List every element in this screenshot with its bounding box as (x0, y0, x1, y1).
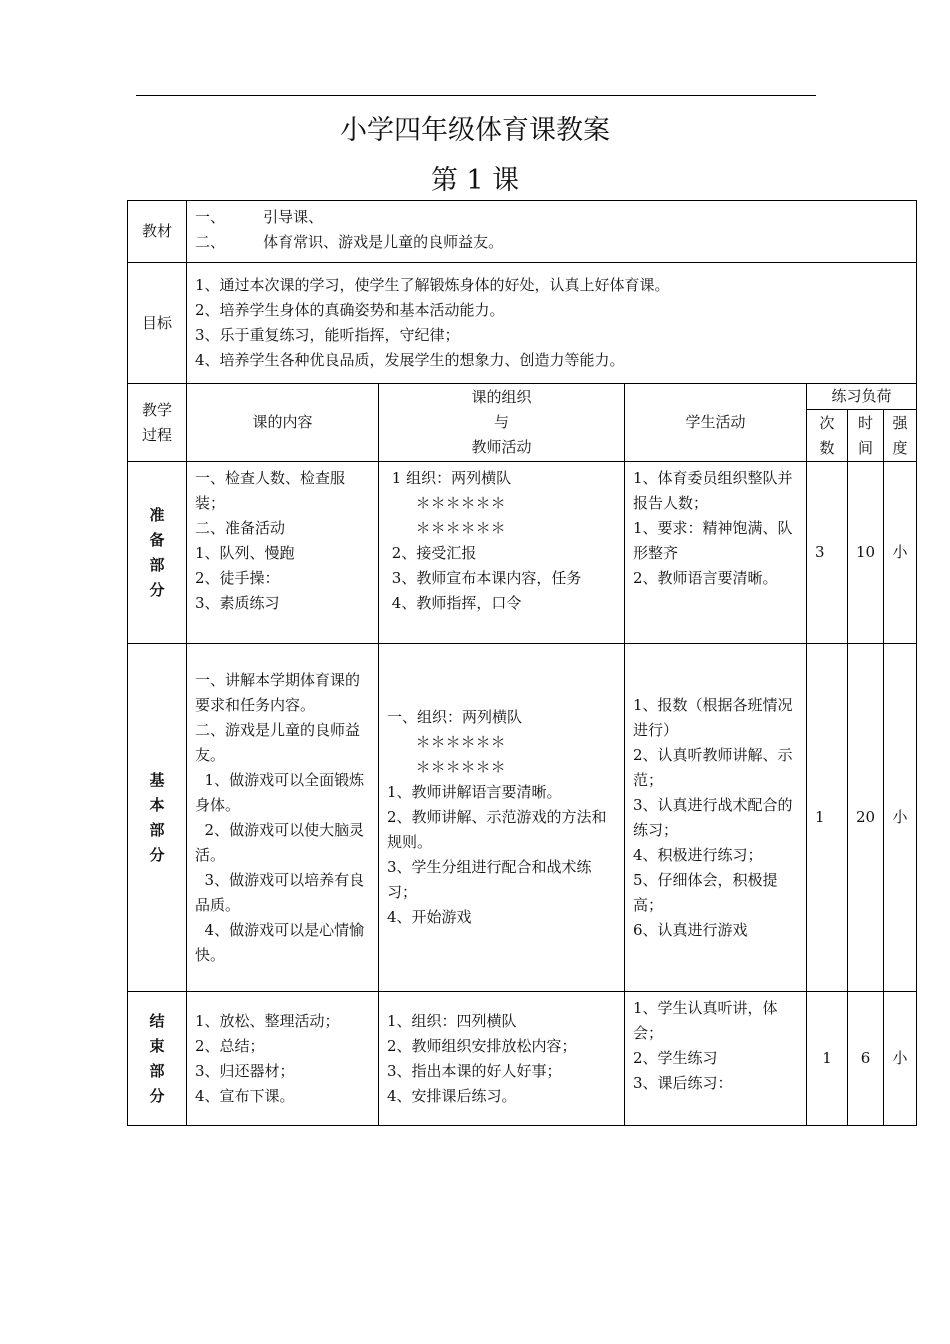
top-rule (136, 95, 816, 96)
section-intensity: 小 (884, 644, 917, 992)
section-student-activity: 1、学生认真听讲，体会； 2、学生练习 3、课后练习： (625, 992, 807, 1126)
goal-line: 3、乐于重复练习，能听指挥，守纪律； (195, 326, 460, 344)
section-intensity: 小 (884, 462, 917, 644)
section-organization: 1 组织：两列横队 ＊＊＊＊＊＊ ＊＊＊＊＊＊ 2、接受汇报 3、教师宣布本课内容，任务 4、教师指挥，口令 (379, 462, 625, 644)
goals-row (128, 263, 917, 384)
section-label: 结 束 部 分 (128, 992, 187, 1126)
material-row (128, 201, 917, 263)
section-content: 一、检查人数、检查服装； 二、准备活动 1、队列、慢跑 2、徒手操： 3、素质练习 (187, 462, 379, 644)
section-times: 3 (807, 462, 848, 644)
section-label: 准 备 部 分 (128, 462, 187, 644)
header-row (128, 384, 917, 410)
section-intensity: 小 (884, 992, 917, 1126)
duration-header: 时 间 (848, 410, 884, 462)
page-title: 小学四年级体育课教案 (340, 115, 610, 146)
material-line: 一、 引导课、 (195, 208, 324, 226)
load-header: 练习负荷 (807, 384, 917, 410)
lesson-number: 第 1 课 (430, 165, 520, 196)
section-label: 基 本 部 分 (128, 644, 187, 992)
section-student-activity: 1、体育委员组织整队并报告人数； 1、要求：精神饱满、队形整齐 2、教师语言要清晰。 (625, 462, 807, 644)
section-times: 1 (807, 644, 848, 992)
material-label: 教材 (128, 201, 187, 263)
section-duration: 20 (848, 644, 884, 992)
section-duration: 6 (848, 992, 884, 1126)
process-header: 教学 过程 (128, 384, 187, 462)
goal-line: 1、通过本次课的学习，使学生了解锻炼身体的好处，认真上好体育课。 (195, 276, 670, 294)
section-duration: 10 (848, 462, 884, 644)
section-student-activity: 1、报数（根据各班情况进行） 2、认真听教师讲解、示范； 3、认真进行战术配合的练习； 4、积极进行练习； 5、仔细体会，积极提高； 6、认真进行游戏 (625, 644, 807, 992)
section-row-basic (128, 644, 917, 992)
times-header: 次 数 (807, 410, 848, 462)
section-organization: 1、组织：四列横队 2、教师组织安排放松内容； 3、指出本课的好人好事； 4、安排课后练习。 (379, 992, 625, 1126)
section-organization: 一、组织：两列横队 ＊＊＊＊＊＊ ＊＊＊＊＊＊ 1、教师讲解语言要清晰。 2、教师讲解、示范游戏的方法和规则。 3、学生分组进行配合和战术练习； 4、开始游戏 (379, 644, 625, 992)
student-activity-header: 学生活动 (625, 384, 807, 462)
section-row-ending (128, 992, 917, 1126)
intensity-header: 强 度 (884, 410, 917, 462)
content-header: 课的内容 (187, 384, 379, 462)
lesson-plan-table (127, 200, 917, 1126)
section-content: 1、放松、整理活动； 2、总结； 3、归还器材； 4、宣布下课。 (187, 992, 379, 1126)
section-times: 1 (807, 992, 848, 1126)
material-line: 二、 体育常识、游戏是儿童的良师益友。 (195, 233, 504, 251)
material-content (187, 201, 917, 263)
section-row-preparation (128, 462, 917, 644)
organization-header: 课的组织 与 教师活动 (379, 384, 625, 462)
goal-line: 2、培养学生身体的真确姿势和基本活动能力。 (195, 301, 505, 319)
section-content: 一、讲解本学期体育课的要求和任务内容。 二、游戏是儿童的良师益友。 1、做游戏可以全面锻炼身体。 2、做游戏可以使大脑灵活。 3、做游戏可以培养有良品质。 4、做游戏可以是心情愉快。 (187, 644, 379, 992)
goals-content (187, 263, 917, 384)
goals-label: 目标 (128, 263, 187, 384)
goal-line: 4、培养学生各种优良品质，发展学生的想象力、创造力等能力。 (195, 351, 625, 369)
